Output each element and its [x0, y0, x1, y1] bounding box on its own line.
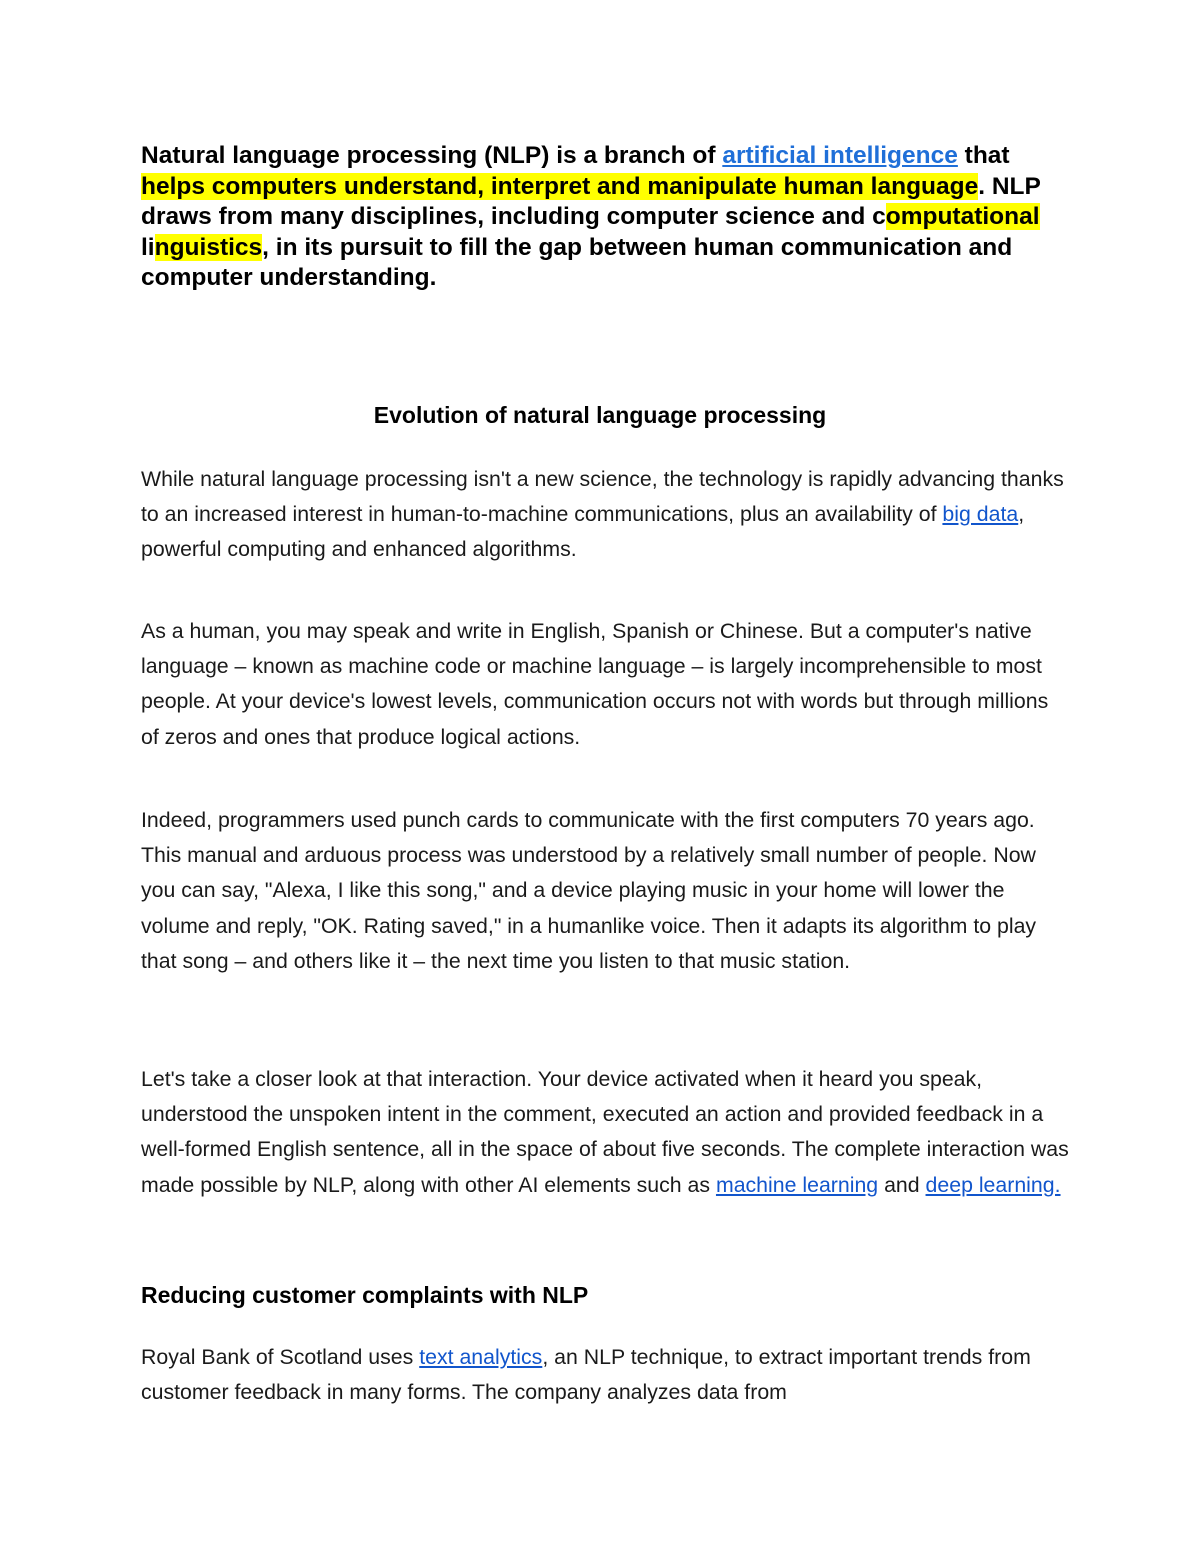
highlighted-text: omputational: [885, 203, 1040, 231]
text-analytics-link[interactable]: text analytics: [419, 1345, 543, 1369]
artificial-intelligence-link[interactable]: artificial intelligence: [722, 142, 958, 169]
intro-text: that: [957, 142, 1010, 169]
intro-text: Natural language processing (NLP) is a branch of: [141, 142, 723, 169]
paragraph-evolution-1: [141, 462, 1071, 568]
intro-text: . NLP draws from many disciplines, including computer science and c: [141, 172, 1041, 231]
highlighted-text: nguistics: [154, 233, 263, 261]
paragraph-complaints-1: [141, 1340, 1071, 1410]
paragraph-text: While natural language processing isn't a new science, the technology is rapidly advancing thanks to an increased interest in human-to-machine communications, plus an availability of: [141, 467, 1064, 527]
paragraph-text: , powerful computing and enhanced algorithms.: [141, 502, 1025, 562]
paragraph-text: Let's take a closer look at that interaction. Your device activated when it heard you speak, understood the unspoken intent in the comment, executed an action and provided feedback in a well-formed English sentence, all in the space of about five seconds. The complete interaction was made possible by NLP, along with other AI elements such as: [141, 1067, 1069, 1197]
intro-text: , in its pursuit to fill the gap between human communication and computer understanding.: [141, 233, 1013, 292]
section-heading-evolution: Evolution of natural language processing: [373, 402, 827, 428]
deep-learning-link[interactable]: deep learning.: [925, 1172, 1061, 1197]
highlighted-text: helps computers understand, interpret and manipulate human language: [141, 172, 979, 200]
big-data-link[interactable]: big data: [942, 502, 1019, 527]
machine-learning-link[interactable]: machine learning: [715, 1172, 879, 1197]
paragraph-evolution-4: [141, 1062, 1071, 1203]
paragraph-text: and: [878, 1172, 926, 1197]
paragraph-text: , an NLP technique, to extract important trends from customer feedback in many forms. The company analyzes data from: [141, 1345, 1031, 1405]
section-heading-complaints: Reducing customer complaints with NLP: [141, 1282, 589, 1308]
paragraph-evolution-3: Indeed, programmers used punch cards to communicate with the first computers 70 years ago. This manual and arduous process was understood by a relatively small number of people. Now you can say, "Alexa, I like this song," and a device playing music in your home will lower the volume and reply, "OK. Rating saved," in a humanlike voice. Then it adapts its algorithm to play that song – and others like it – the next time you listen to that music station.: [141, 808, 1037, 973]
intro-paragraph: [141, 141, 1061, 294]
intro-text: li: [141, 233, 155, 261]
paragraph-text: Royal Bank of Scotland uses: [141, 1345, 420, 1369]
paragraph-evolution-2: As a human, you may speak and write in English, Spanish or Chinese. But a computer's native language – known as machine code or machine language – is largely incomprehensible to most people. At your device's lowest levels, communication occurs not with words but through millions of zeros and ones that produce logical actions.: [141, 619, 1049, 749]
